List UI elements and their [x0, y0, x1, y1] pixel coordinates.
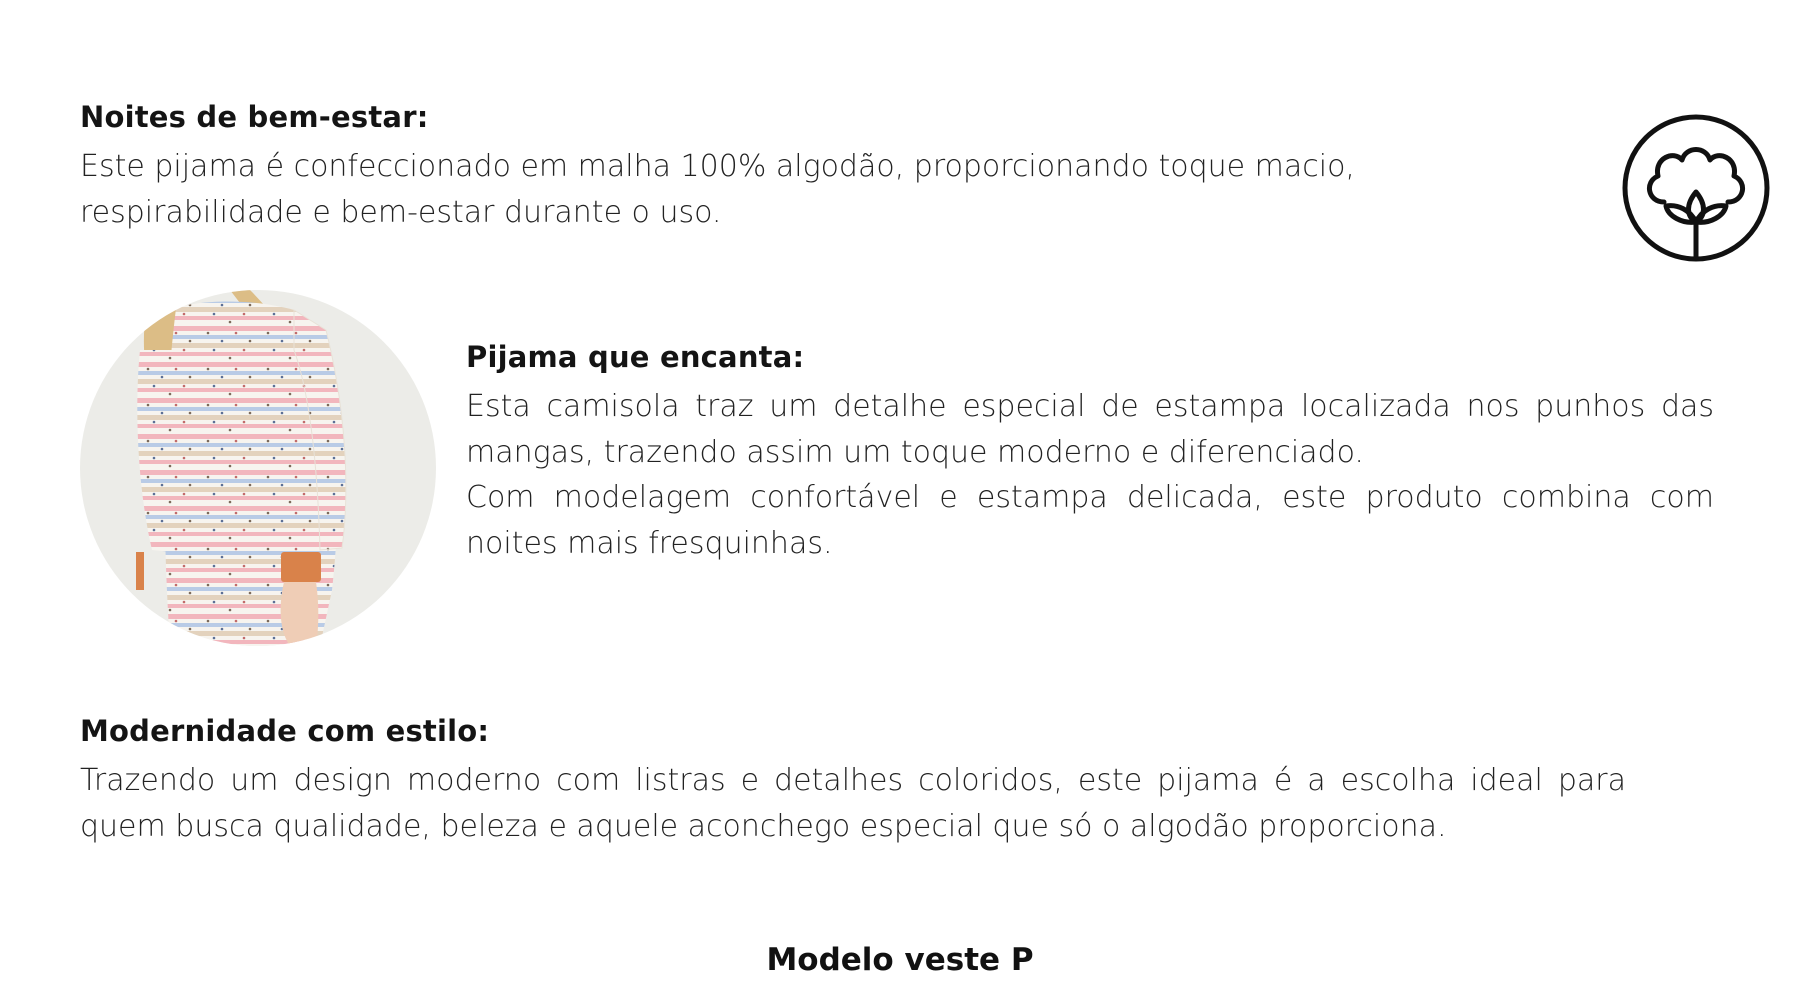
- section-text-modernidade: [80, 758, 1626, 849]
- section-text-pijama-encanta: [466, 384, 1714, 566]
- paragraph: Com modelagem confortável e estampa delicada, este produto combina com noites mais fresquinhas.: [466, 480, 1714, 561]
- paragraph: Esta camisola traz um detalhe especial de estampa localizada nos punhos das mangas, trazendo assim um toque moderno e diferenciado.: [466, 389, 1714, 470]
- section-title-bem-estar: Noites de bem-estar:: [80, 100, 429, 134]
- section-text-bem-estar: [80, 144, 1500, 235]
- paragraph: Este pijama é confeccionado em malha 100% algodão, proporcionando toque macio, respirabilidade e bem-estar durante o uso.: [80, 149, 1355, 230]
- section-title-pijama-encanta: Pijama que encanta:: [466, 340, 805, 374]
- section-title-modernidade: Modernidade com estilo:: [80, 714, 490, 748]
- cotton-flower-icon: [1620, 112, 1772, 264]
- model-photo: [80, 290, 436, 646]
- paragraph: Trazendo um design moderno com listras e detalhes coloridos, este pijama é a escolha ideal para quem busca qualidade, beleza e aquele aconchego especial que só o algodão proporciona.: [80, 763, 1626, 844]
- model-size-note: Modelo veste P: [766, 942, 1034, 978]
